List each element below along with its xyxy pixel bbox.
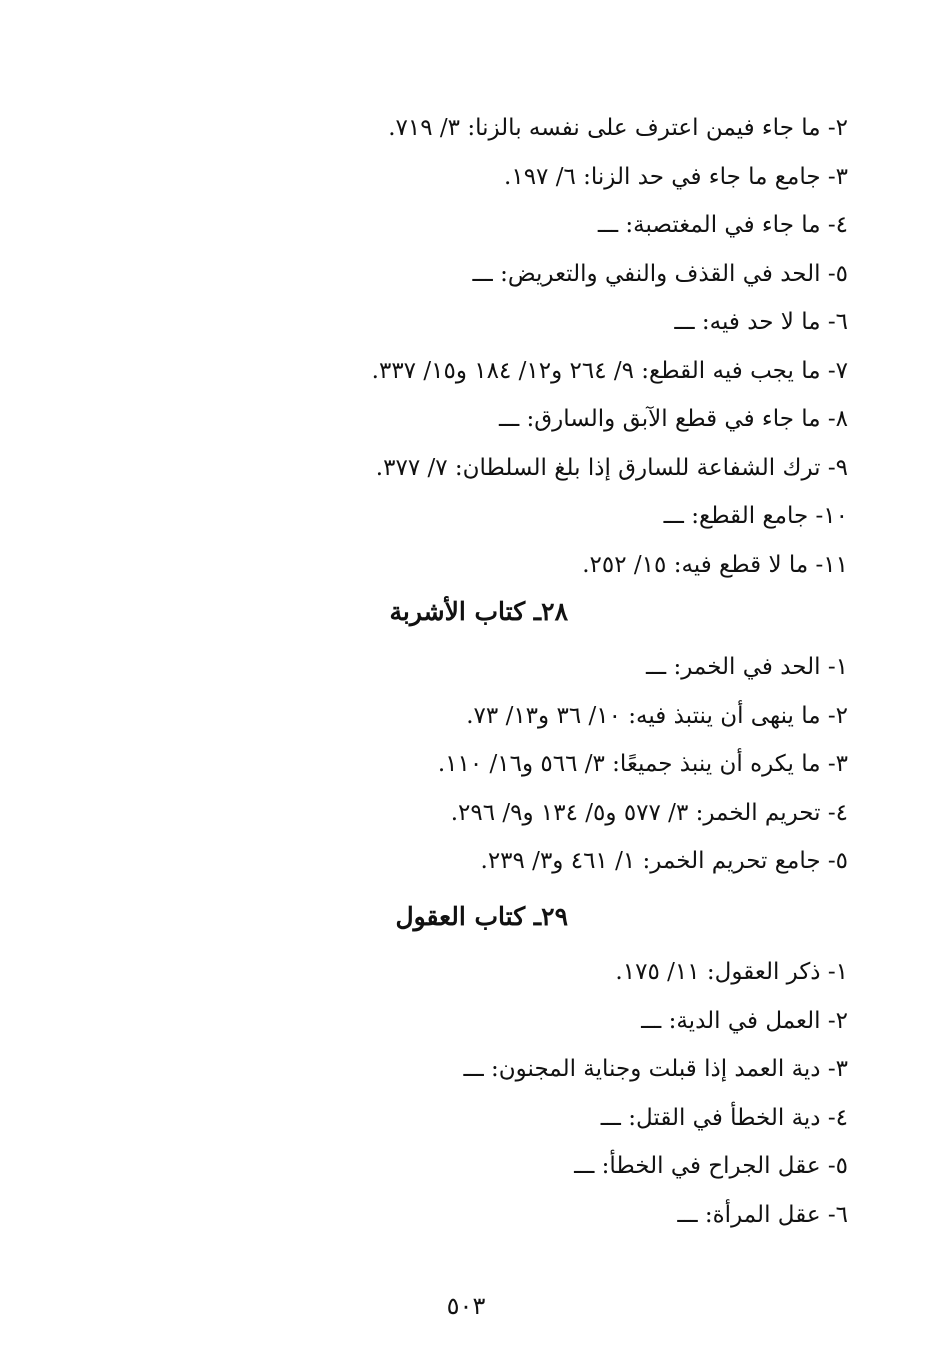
- section-28-entry-list: [438, 643, 848, 886]
- list-item: ١١- ما لا قطع فيه: ١٥/ ٢٥٢.: [582, 551, 848, 578]
- list-item: ١٠- جامع القطع: ـــ: [663, 503, 848, 529]
- list-item: ٧- ما يجب فيه القطع: ٩/ ٢٦٤ و١٢/ ١٨٤ و١٥/ ٣٣٧.: [371, 357, 848, 384]
- list-item: ٤- دية الخطأ في القتل: ـــ: [600, 1104, 848, 1131]
- list-item: ٨- ما جاء في قطع الآبق والسارق: ـــ: [499, 406, 848, 432]
- list-item: ٩- ترك الشفاعة للسارق إذا بلغ السلطان: ٧/ ٣٧٧.: [375, 454, 848, 481]
- page-number: ٥٠٣: [446, 1292, 486, 1320]
- list-item: ١- الحد في الخمر: ـــ: [645, 654, 848, 680]
- list-item: ٢- ما ينهى أن ينتبذ فيه: ١٠/ ٣٦ و١٣/ ٧٣.: [466, 702, 848, 729]
- list-item: ٢- ما جاء فيمن اعترف على نفسه بالزنا: ٣/ ٧١٩.: [388, 115, 848, 141]
- list-item: ٣- دية العمد إذا قبلت وجناية المجنون: ـــ: [463, 1056, 848, 1082]
- list-item: ٦- ما لا حد فيه: ـــ: [674, 309, 848, 335]
- list-item: ٤- ما جاء في المغتصبة: ـــ: [597, 212, 848, 238]
- list-item: ٥- الحد في القذف والنفي والتعريض: ـــ: [472, 260, 848, 287]
- list-item: ١- ذكر العقول: ١١/ ١٧٥.: [615, 959, 848, 985]
- section-28-heading: ٢٨ـ كتاب الأشربة: [389, 597, 568, 626]
- list-item: ٤- تحريم الخمر: ٣/ ٥٧٧ و٥/ ١٣٤ و٩/ ٢٩٦.: [450, 799, 848, 826]
- list-item: ٦- عقل المرأة: ـــ: [677, 1201, 848, 1228]
- list-item: ٣- ما يكره أن ينبذ جميعًا: ٣/ ٥٦٦ و١٦/ ١١٠.: [437, 751, 848, 777]
- list-item: ٢- العمل في الدية: ـــ: [641, 1007, 848, 1034]
- list-item: ٥- عقل الجراح في الخطأ: ـــ: [574, 1153, 848, 1179]
- list-item: ٥- جامع تحريم الخمر: ١/ ٤٦١ و٣/ ٢٣٩.: [480, 848, 848, 874]
- section-27-entry-list: [372, 104, 848, 589]
- section-29-heading: ٢٩ـ كتاب العقول: [395, 902, 568, 931]
- section-29-entry-list: [463, 948, 848, 1239]
- list-item: ٣- جامع ما جاء في حد الزنا: ٦/ ١٩٧.: [504, 163, 848, 190]
